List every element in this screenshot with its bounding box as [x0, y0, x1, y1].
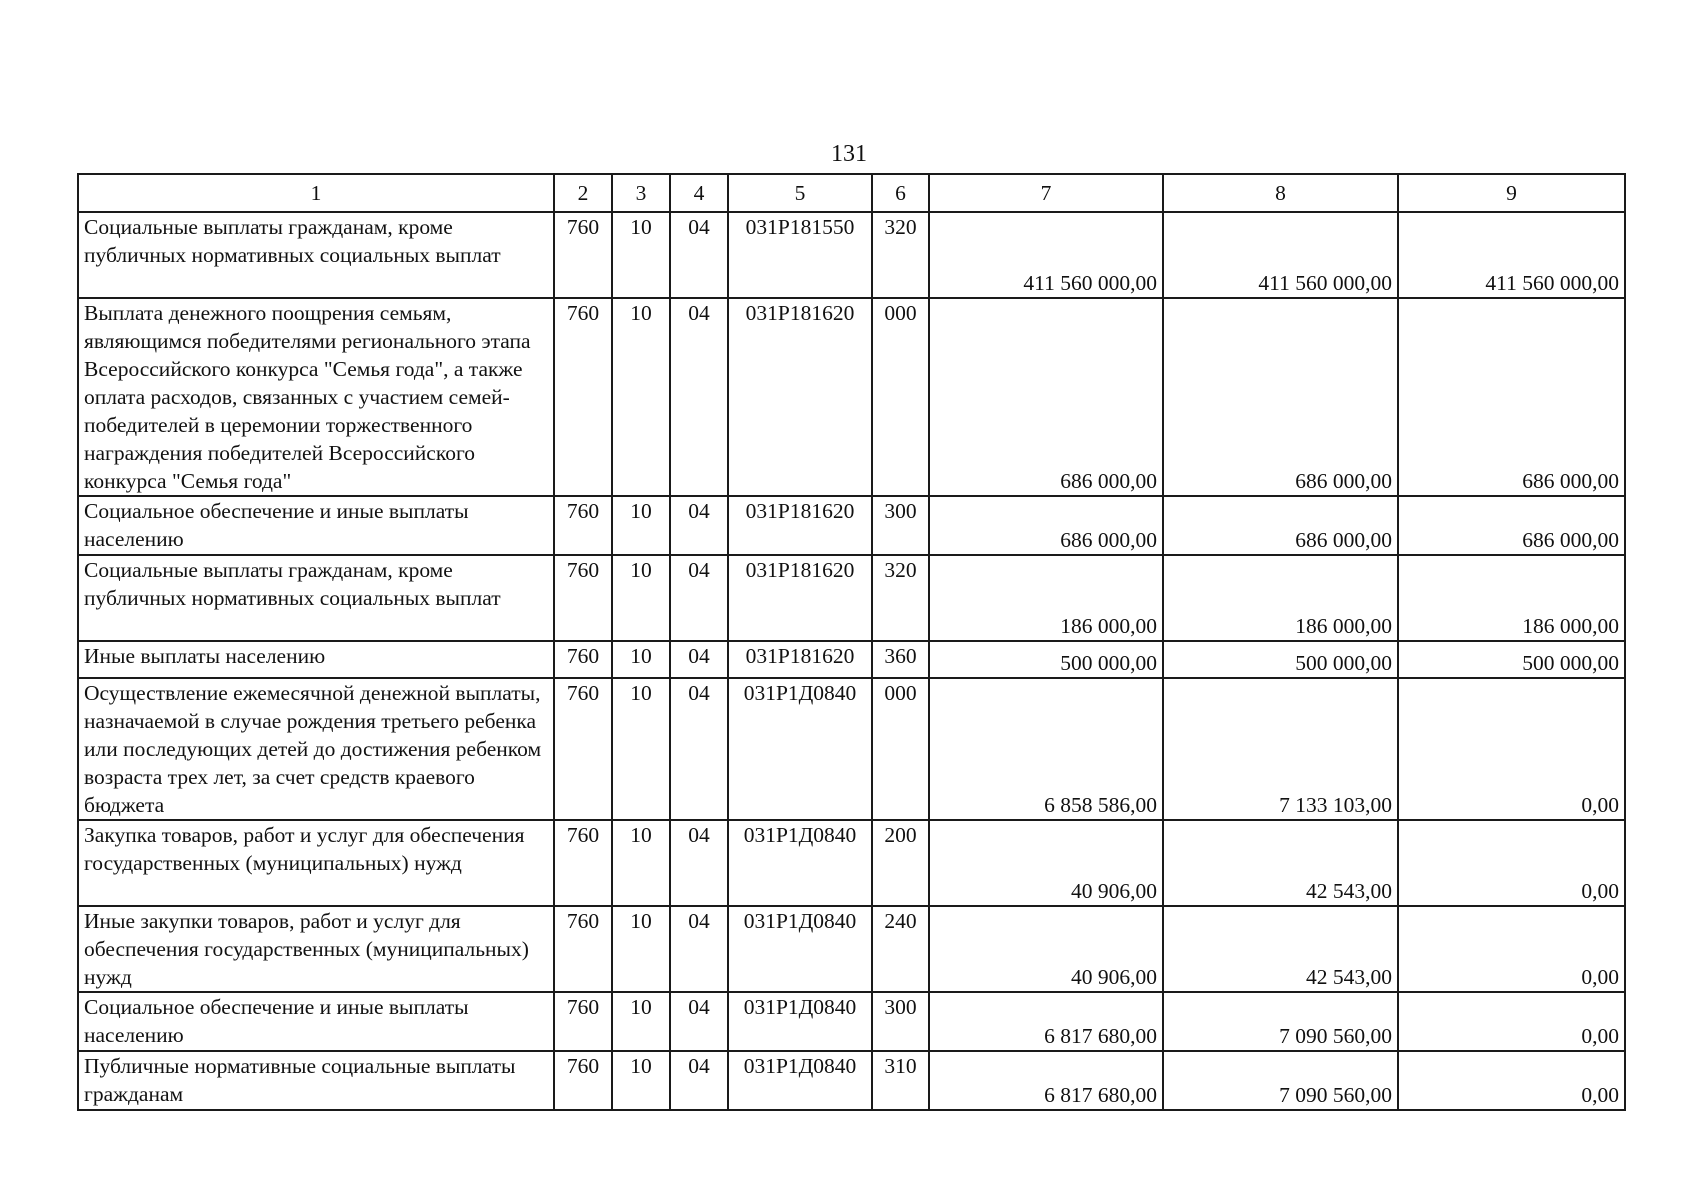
amount-col9-cell: 0,00 — [1398, 992, 1625, 1051]
target-article-cell: 031P1Д0840 — [728, 1051, 872, 1110]
amount-col8-cell: 7 090 560,00 — [1163, 1051, 1398, 1110]
amount-col9-cell: 686 000,00 — [1398, 496, 1625, 555]
ministry-code-cell: 760 — [554, 641, 612, 678]
amount-col8-cell: 7 090 560,00 — [1163, 992, 1398, 1051]
subsection-code-cell: 04 — [670, 992, 728, 1051]
row-name-cell: Социальное обеспечение и иные выплаты населению — [78, 496, 554, 555]
expense-type-cell: 320 — [872, 212, 929, 298]
expense-type-cell: 200 — [872, 820, 929, 906]
row-name-cell: Социальное обеспечение и иные выплаты населению — [78, 992, 554, 1051]
section-code-cell: 10 — [612, 641, 670, 678]
target-article-cell: 031P181620 — [728, 298, 872, 496]
section-code-cell: 10 — [612, 906, 670, 992]
ministry-code-cell: 760 — [554, 906, 612, 992]
target-article-cell: 031P1Д0840 — [728, 906, 872, 992]
section-code-cell: 10 — [612, 1051, 670, 1110]
amount-col7-cell: 686 000,00 — [929, 298, 1163, 496]
amount-col7-cell: 411 560 000,00 — [929, 212, 1163, 298]
table-row — [78, 820, 1625, 906]
ministry-code-cell: 760 — [554, 1051, 612, 1110]
expense-type-cell: 000 — [872, 298, 929, 496]
column-header: 2 — [554, 174, 612, 212]
table-row — [78, 298, 1625, 496]
target-article-cell: 031P181550 — [728, 212, 872, 298]
column-header: 7 — [929, 174, 1163, 212]
ministry-code-cell: 760 — [554, 496, 612, 555]
section-code-cell: 10 — [612, 678, 670, 820]
expense-type-cell: 000 — [872, 678, 929, 820]
row-name-cell: Социальные выплаты гражданам, кроме публичных нормативных социальных выплат — [78, 212, 554, 298]
amount-col7-cell: 40 906,00 — [929, 906, 1163, 992]
expense-type-cell: 240 — [872, 906, 929, 992]
table-row — [78, 1051, 1625, 1110]
row-name-cell: Иные закупки товаров, работ и услуг для обеспечения государственных (муниципальных) нужд — [78, 906, 554, 992]
amount-col9-cell: 0,00 — [1398, 678, 1625, 820]
amount-col8-cell: 686 000,00 — [1163, 298, 1398, 496]
amount-col9-cell: 0,00 — [1398, 820, 1625, 906]
expense-type-cell: 300 — [872, 496, 929, 555]
amount-col7-cell: 6 817 680,00 — [929, 1051, 1163, 1110]
subsection-code-cell: 04 — [670, 496, 728, 555]
section-code-cell: 10 — [612, 212, 670, 298]
subsection-code-cell: 04 — [670, 641, 728, 678]
target-article-cell: 031P181620 — [728, 496, 872, 555]
amount-col7-cell: 40 906,00 — [929, 820, 1163, 906]
subsection-code-cell: 04 — [670, 678, 728, 820]
amount-col9-cell: 0,00 — [1398, 906, 1625, 992]
table-row — [78, 992, 1625, 1051]
table-header-row — [78, 174, 1625, 212]
row-name-cell: Иные выплаты населению — [78, 641, 554, 678]
ministry-code-cell: 760 — [554, 678, 612, 820]
subsection-code-cell: 04 — [670, 212, 728, 298]
amount-col8-cell: 686 000,00 — [1163, 496, 1398, 555]
target-article-cell: 031P1Д0840 — [728, 992, 872, 1051]
amount-col8-cell: 500 000,00 — [1163, 641, 1398, 678]
table-row — [78, 906, 1625, 992]
row-name-cell: Выплата денежного поощрения семьям, являющимся победителями регионального этапа Всероссийского конкурса "Семья года", а также оплата расходов, связанных с участием семей-победителей в церемонии торжественного награждения победителей Всероссийского конкурса "Семья года" — [78, 298, 554, 496]
column-header: 5 — [728, 174, 872, 212]
ministry-code-cell: 760 — [554, 212, 612, 298]
amount-col7-cell: 686 000,00 — [929, 496, 1163, 555]
target-article-cell: 031P1Д0840 — [728, 678, 872, 820]
amount-col7-cell: 6 858 586,00 — [929, 678, 1163, 820]
page-number: 131 — [831, 141, 867, 167]
expense-type-cell: 300 — [872, 992, 929, 1051]
expense-type-cell: 360 — [872, 641, 929, 678]
amount-col7-cell: 6 817 680,00 — [929, 992, 1163, 1051]
target-article-cell: 031P1Д0840 — [728, 820, 872, 906]
amount-col9-cell: 686 000,00 — [1398, 298, 1625, 496]
amount-col9-cell: 411 560 000,00 — [1398, 212, 1625, 298]
section-code-cell: 10 — [612, 496, 670, 555]
column-header: 6 — [872, 174, 929, 212]
target-article-cell: 031P181620 — [728, 555, 872, 641]
section-code-cell: 10 — [612, 555, 670, 641]
row-name-cell: Публичные нормативные социальные выплаты гражданам — [78, 1051, 554, 1110]
expense-type-cell: 310 — [872, 1051, 929, 1110]
section-code-cell: 10 — [612, 298, 670, 496]
table-row — [78, 212, 1625, 298]
expense-type-cell: 320 — [872, 555, 929, 641]
row-name-cell: Закупка товаров, работ и услуг для обеспечения государственных (муниципальных) нужд — [78, 820, 554, 906]
subsection-code-cell: 04 — [670, 555, 728, 641]
amount-col8-cell: 42 543,00 — [1163, 906, 1398, 992]
table-row — [78, 555, 1625, 641]
amount-col8-cell: 7 133 103,00 — [1163, 678, 1398, 820]
section-code-cell: 10 — [612, 992, 670, 1051]
ministry-code-cell: 760 — [554, 992, 612, 1051]
target-article-cell: 031P181620 — [728, 641, 872, 678]
row-name-cell: Социальные выплаты гражданам, кроме публичных нормативных социальных выплат — [78, 555, 554, 641]
subsection-code-cell: 04 — [670, 820, 728, 906]
column-header: 4 — [670, 174, 728, 212]
amount-col9-cell: 0,00 — [1398, 1051, 1625, 1110]
table-row — [78, 496, 1625, 555]
row-name-cell: Осуществление ежемесячной денежной выплаты, назначаемой в случае рождения третьего ребенка или последующих детей до достижения ребенком возраста трех лет, за счет средств краевого бюджета — [78, 678, 554, 820]
column-header: 9 — [1398, 174, 1625, 212]
amount-col8-cell: 42 543,00 — [1163, 820, 1398, 906]
amount-col7-cell: 500 000,00 — [929, 641, 1163, 678]
column-header: 8 — [1163, 174, 1398, 212]
amount-col7-cell: 186 000,00 — [929, 555, 1163, 641]
section-code-cell: 10 — [612, 820, 670, 906]
budget-table — [77, 173, 1626, 1111]
amount-col9-cell: 500 000,00 — [1398, 641, 1625, 678]
subsection-code-cell: 04 — [670, 1051, 728, 1110]
table-row — [78, 641, 1625, 678]
ministry-code-cell: 760 — [554, 820, 612, 906]
amount-col8-cell: 186 000,00 — [1163, 555, 1398, 641]
subsection-code-cell: 04 — [670, 906, 728, 992]
subsection-code-cell: 04 — [670, 298, 728, 496]
ministry-code-cell: 760 — [554, 298, 612, 496]
amount-col8-cell: 411 560 000,00 — [1163, 212, 1398, 298]
column-header: 3 — [612, 174, 670, 212]
table-row — [78, 678, 1625, 820]
column-header: 1 — [78, 174, 554, 212]
ministry-code-cell: 760 — [554, 555, 612, 641]
amount-col9-cell: 186 000,00 — [1398, 555, 1625, 641]
